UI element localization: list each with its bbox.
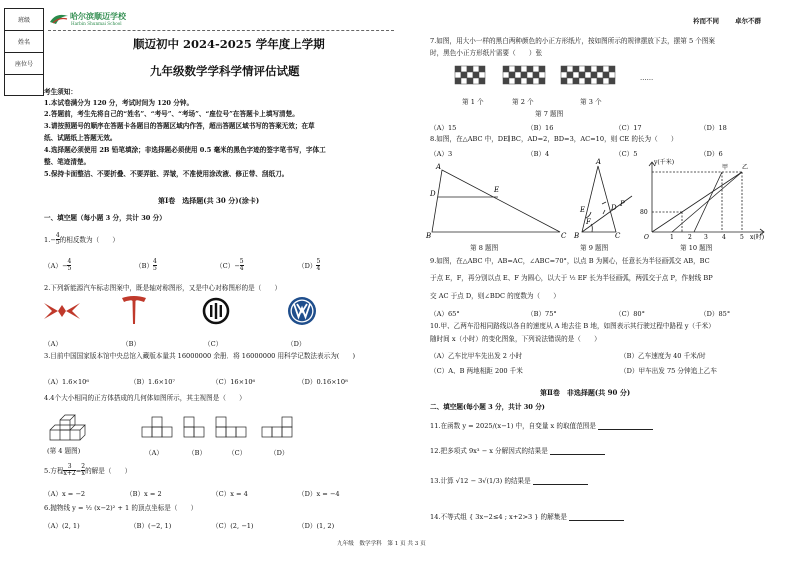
q12-stem: 12.把多项式 9x³ − x 分解因式的结果是 [430,447,607,455]
q7-tile [527,72,533,78]
q7-tile [567,78,573,84]
q7-stem-2: 时，黑色小正方形纸片需要（ ）张 [430,49,543,57]
q7-caption: 第 7 题图 [535,110,564,118]
q7-tile [597,72,603,78]
q9-stem-1: 9.如图，在△ABC 中，AB=AC，∠ABC=70°，以点 B 为圆心，任意长为半径画弧交 AB，BC [430,257,710,265]
name-label: 姓名 [5,31,43,53]
school-logo-icon [50,12,68,24]
q7-tile [467,78,473,84]
q4-option-c-figure [216,416,246,438]
q4-option-b: （B） [188,449,207,457]
q7-label-3: 第 3 个 [580,98,602,106]
notice-line-7: 5.保持卡面整洁、不要折叠、不要弄脏、弄皱，不准使用涂改液、修正带、刮纸刀。 [44,170,289,178]
q7-tile [503,78,509,84]
q10-option-c: （C）A、B 两地相距 200 千米 [430,367,523,375]
section2-title: 二、填空题(每小题 3 分，共计 30 分) [430,403,545,411]
fig9-label-c: C [615,232,621,240]
q3-option-a: （A）1.6×10⁶ [44,378,89,386]
fig8-label-c: C [561,232,567,240]
fig8-triangle [426,160,570,240]
q7-tile [515,72,521,78]
fig10-label-x: x(时) [750,234,765,241]
q10-option-d: （D）甲车出发 75 分钟追上乙车 [620,367,717,375]
q9-option-c: （C）80° [615,310,645,318]
q6-option-c: （C）(2, −1) [212,522,254,530]
q7-tile [585,78,591,84]
notice-line-5: 4.选择题必须使用 2B 铅笔填涂；非选择题必须使用 0.5 毫米的黑色字迹的签字笔书写，字体工 [44,146,326,154]
q11-stem: 11.在函数 y = 2025/(x−1) 中，自变量 x 的取值范围是 [430,422,655,430]
q7-tile [473,78,479,84]
q7-tile [597,78,603,84]
fig10-tick-4: 4 [722,234,726,241]
q7-tile [527,78,533,84]
section1-title: 一、填空题（每小题 3 分，共计 30 分） [44,214,166,222]
motto-1: 衿而不同 [693,17,719,25]
q3-option-b: （B）1.6×10⁷ [130,378,176,386]
school-name: 哈尔滨顺迈学校 [70,11,126,21]
fig8-label-d: D [430,190,436,198]
q8-option-b: （B）4 [527,150,550,158]
q8-option-c: （C）5 [615,150,638,158]
q7-tile [479,78,485,84]
fig8-caption: 第 8 题图 [470,244,499,252]
q2-stem: 2.下列新能源汽车标志图案中，既是轴对称图形，又是中心对称图形的是（ ） [44,284,282,292]
q1-stem: 1.− $\frac{4}{5}$ 的相反数为（ ） [44,232,119,247]
q10-option-b: （B）乙车速度为 40 千米/时 [620,352,706,360]
fig9-triangle [574,158,638,240]
q7-tile [539,66,545,72]
motto-2: 卓尔不群 [735,17,761,25]
q9-option-a: （A）65° [430,310,460,318]
q7-tile [467,72,473,78]
q7-tile [527,66,533,72]
fig8-label-b: B [426,232,432,240]
q7-option-d: （D）18 [700,124,727,132]
class-label: 班级 [5,9,43,31]
q3-option-d: （D）0.16×10⁸ [298,378,348,386]
fig10-tick-1: 1 [670,234,674,241]
q1-option-a: （A）− $\frac{4}{5}$ [44,258,72,273]
notice-line-2: 2.答题前，考生先将自己的“姓名”、“考号”、“考场”、“座位号”在答题卡上填写清楚。 [44,110,299,118]
q8-option-a: （A）3 [430,150,453,158]
part2-title: 第Ⅱ卷 非选择题(共 90 分) [540,388,631,397]
q2-option-a: （A） [44,340,62,348]
fig10-graph [642,158,772,240]
q4-option-d-figure [262,416,292,438]
q4-stem: 4.4个大小相同的正方体搭成的几何体如图所示，其主视图是（ ） [44,394,246,402]
fig9-label-d: D [611,204,617,212]
q7-tile [521,72,527,78]
q7-tile [609,66,615,72]
q7-tile [561,66,567,72]
q7-tile [603,72,609,78]
q7-tile [509,78,515,84]
fig9-caption: 第 9 题图 [580,244,609,252]
q5-option-d: （D）x = −4 [298,490,340,498]
fig9-label-a: A [596,158,602,166]
q9-stem-3: 交 AC 于点 D，则∠BDC 的度数为（ ） [430,292,560,300]
fig10-label-y: y(千米) [654,159,675,166]
q4-option-a-figure [142,416,172,438]
q7-tile [479,72,485,78]
q7-label-1: 第 1 个 [462,98,484,106]
fig10-tick-5: 5 [740,234,744,241]
q7-pattern-figure [455,60,635,90]
q8-stem: 8.如图，在△ABC 中，DE∥BC，AD=2，BD=3，AC=10，则 CE 的长为（ ） [430,135,678,143]
q7-option-c: （C）17 [615,124,642,132]
q7-tile [567,66,573,72]
q7-tile [585,72,591,78]
q9-option-b: （B）75° [527,310,557,318]
fig9-label-f: F [586,218,591,226]
car-logo-c-icon [202,297,230,325]
q7-tile [561,72,567,78]
q6-option-d: （D）(1, 2) [298,522,335,530]
q3-option-c: （C）16×10⁶ [212,378,256,386]
q7-tile [533,72,539,78]
q7-tile [579,78,585,84]
q7-tile [573,78,579,84]
q7-tile [591,78,597,84]
q9-stem-2: 于点 E，F，再分别以点 E、F 为圆心，以大于 ½ EF 长为半径画弧，两弧交于点 P，作射线 BP [430,274,713,282]
q7-tile [521,78,527,84]
q7-tile [539,78,545,84]
q7-tile [515,78,521,84]
q7-tile [603,78,609,84]
q5-option-b: （B）x = 2 [126,490,162,498]
fig10-label-o: O [644,234,649,241]
q1-option-b: （B） $\frac{4}{5}$ [135,258,157,273]
q5-option-c: （C）x = 4 [212,490,248,498]
q7-stem-1: 7.如图，用大小一样的黑白两种颜色的小正方形纸片，按如图所示的规律摆放下去，摆第 5 个图案 [430,37,716,45]
school-name-en: Harbin Shunmai School [71,21,122,26]
exam-title-2: 九年级数学学科学情评估试题 [150,64,300,78]
q14-stem: 14.不等式组 { 3x−2≤4 ; x+2>3 } 的解集是 [430,513,626,521]
q7-tile [603,66,609,72]
q7-tile [461,78,467,84]
car-logo-a-icon [44,299,80,323]
q9-option-d: （D）85° [700,310,731,318]
exam-title-1: 顺迈初中 2024-2025 学年度上学期 [133,37,325,51]
q6-option-b: （B）(−2, 1) [130,522,172,530]
fig9-label-b: B [574,232,580,240]
page-footer: 九年级 数学学科 第 1 页 共 3 页 [337,541,426,547]
car-logo-b-icon [122,296,146,326]
q7-tile [509,66,515,72]
q7-tile [591,72,597,78]
q7-tile [467,66,473,72]
fig9-label-e: E [580,206,586,214]
q7-tile [461,72,467,78]
q5-option-a: （A）x = −2 [44,490,86,498]
q7-tile [521,66,527,72]
q1-option-c: （C）− $\frac{5}{4}$ [216,258,244,273]
q8-option-d: （D）6 [700,150,723,158]
q13-stem: 13.计算 √12 − 3√(1/3) 的结果是 [430,477,590,485]
car-logo-d-icon [287,296,317,326]
notice-line-4: 纸、试题纸上答题无效。 [44,134,117,142]
part1-title: 第Ⅰ卷 选择题(共 30 分)(涂卡) [158,196,260,205]
q4-caption: (第 4 题图) [47,447,81,455]
q7-tile [573,66,579,72]
q7-tile [509,72,515,78]
q4-option-c: （C） [228,449,247,457]
q4-option-a: （A） [145,449,163,457]
q7-label-2: 第 2 个 [512,98,534,106]
q7-tile [585,66,591,72]
fig10-tick-2: 2 [688,234,692,241]
fig9-label-p: P [620,200,625,208]
q10-stem-1: 10.甲、乙两车沿相同路线以各自的速度从 A 地去往 B 地，如图表示其行驶过程中路程 y（千米） [430,322,715,330]
q7-tile [515,66,521,72]
q2-option-d: （D） [287,340,306,348]
q7-tile [503,72,509,78]
q7-tile [539,72,545,78]
q7-tile [567,72,573,78]
q7-label-dots: …… [640,74,654,82]
q7-tile [473,66,479,72]
notice-line-1: 1.本试卷满分为 120 分，考试时间为 120 分钟。 [44,99,194,107]
fig10-label-jia: 甲 [722,164,729,171]
q10-option-a: （A）乙车比甲车先出发 2 小时 [430,352,523,360]
seat-label: 座位号 [5,53,43,75]
q5-stem: 5.方程 $\frac{3}{x+2}$ = $\frac{2}{x}$ 的解是（ ） [44,463,132,478]
fig10-tick-3: 3 [704,234,708,241]
q7-tile [455,72,461,78]
q7-tile [609,72,615,78]
q3-stem: 3.目前中国国家版本馆中央总馆入藏版本量共 16000000 余册．将 16000000 用科学记数法表示为( ) [44,352,356,360]
fig8-label-a: A [436,163,442,171]
q6-stem: 6.抛物线 y = ½ (x−2)² + 1 的顶点坐标是（ ） [44,504,198,512]
q4-option-b-figure [184,416,214,438]
q7-tile [561,78,567,84]
q6-option-a: （A）(2, 1) [44,522,80,530]
notice-line-6: 整、笔迹清楚。 [44,158,91,166]
fig8-label-e: E [494,186,500,194]
fig10-label-80: 80 [640,209,648,216]
q4-option-d: （D） [270,449,289,457]
q7-tile [455,78,461,84]
q7-tile [455,66,461,72]
fig10-caption: 第 10 题图 [680,244,713,252]
q7-tile [591,66,597,72]
q2-option-b: （B） [122,340,141,348]
fig10-label-yi: 乙 [742,164,749,171]
q10-stem-2: 随时间 x（小时）的变化图象，下列说法错误的是（ ） [430,335,601,343]
q7-option-a: （A）15 [430,124,457,132]
q7-tile [579,72,585,78]
q2-option-c: （C） [204,340,223,348]
q4-solid-figure [48,410,92,444]
q7-tile [461,66,467,72]
q7-tile [579,66,585,72]
q7-tile [533,66,539,72]
q7-tile [573,72,579,78]
q7-tile [473,72,479,78]
q7-tile [479,66,485,72]
student-info-box [4,8,44,96]
q7-tile [503,66,509,72]
notice-heading: 考生须知： [44,88,77,96]
q7-tile [609,78,615,84]
q7-tile [597,66,603,72]
q1-option-d: （D） $\frac{5}{4}$ [298,258,321,273]
q7-tile [533,78,539,84]
q7-option-b: （B）16 [527,124,554,132]
notice-line-3: 3.请按照题号的顺序在答题卡各题目的答题区域内作答，超出答题区域书写的答案无效；在草 [44,122,315,130]
